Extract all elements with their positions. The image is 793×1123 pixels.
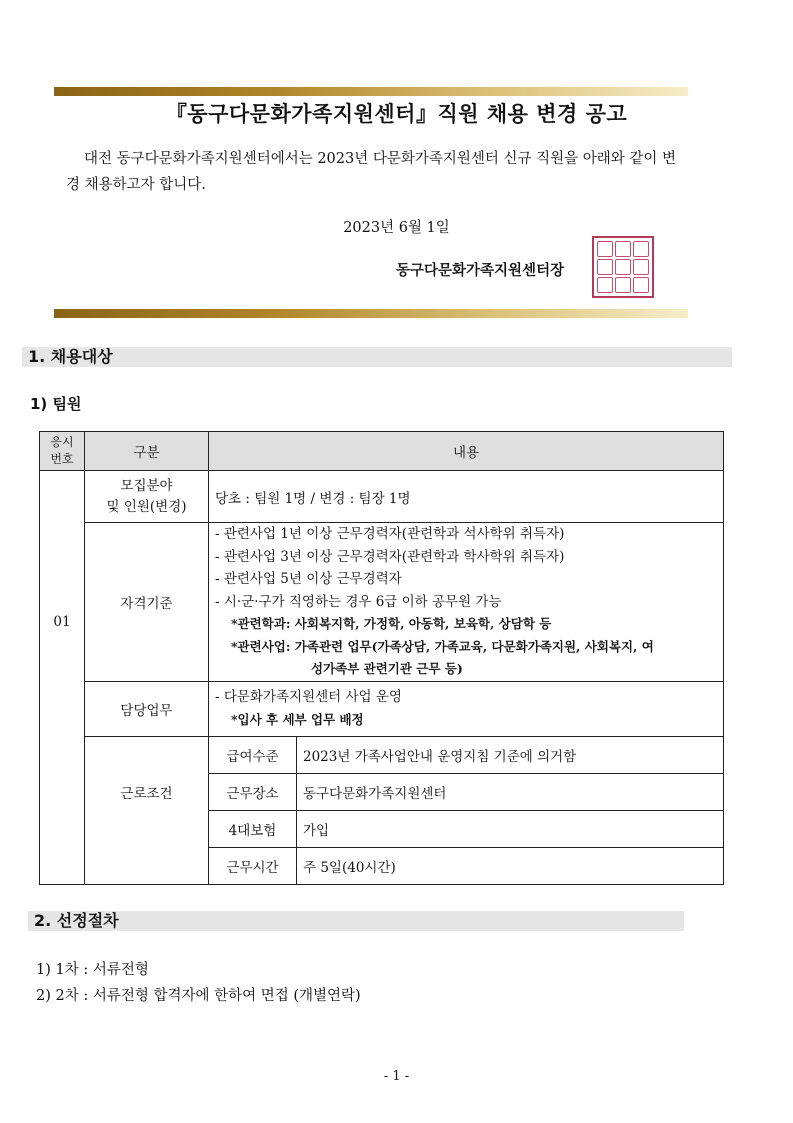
duty-content bbox=[209, 681, 724, 736]
official-seal-stamp bbox=[592, 236, 654, 298]
duty-label: 담당업무 bbox=[85, 681, 209, 736]
condition-value: 가입 bbox=[297, 810, 724, 847]
condition-value: 2023년 가족사업안내 운영지침 기준에 의거함 bbox=[297, 736, 724, 773]
conditions-label bbox=[85, 736, 209, 773]
condition-key: 급여수준 bbox=[209, 736, 297, 773]
qualification-item: - 관련사업 3년 이상 근무경력자(관련학과 학사학위 취득자) bbox=[215, 548, 565, 565]
condition-value: 동구다문화가족지원센터 bbox=[297, 773, 724, 810]
table-row-qualification bbox=[40, 523, 724, 682]
table-row-condition bbox=[40, 773, 724, 810]
duty-note: *입사 후 세부 업무 배정 bbox=[231, 711, 364, 727]
page-number: - 1 - bbox=[383, 1069, 410, 1084]
table-row-condition bbox=[40, 810, 724, 847]
qualification-note-business: *관련사업: 가족관련 업무(가족상담, 가족교육, 다문화가족지원, 사회복지, 여 bbox=[231, 638, 654, 654]
selection-steps bbox=[36, 957, 361, 1009]
qualification-note-business-cont: 성가족부 관련기관 근무 등) bbox=[311, 661, 463, 676]
qualification-note-major: *관련학과: 사회복지학, 가정학, 아동학, 보육학, 상담학 등 bbox=[231, 616, 552, 631]
condition-key: 근무장소 bbox=[209, 773, 297, 810]
condition-value: 주 5일(40시간) bbox=[297, 847, 724, 884]
field-label: 모집분야 및 인원(변경) bbox=[85, 471, 209, 523]
announcement-date: 2023년 6월 1일 bbox=[343, 220, 450, 236]
selection-step: 2) 2차 : 서류전형 합격자에 한하여 면접 (개별연락) bbox=[36, 988, 361, 1004]
applicant-number: 01 bbox=[40, 471, 85, 774]
table-header-row bbox=[40, 432, 724, 471]
org-signature: 동구다문화가족지원센터장 bbox=[396, 263, 565, 279]
section2-heading: 2. 선정절차 bbox=[28, 911, 684, 931]
table-row-condition bbox=[40, 847, 724, 884]
top-gold-bar bbox=[54, 87, 688, 96]
field-value: 당초 : 팀원 1명 / 변경 : 팀장 1명 bbox=[209, 471, 724, 523]
intro-paragraph: 대전 동구다문화가족지원센터에서는 2023년 다문화가족지원센터 신규 직원을 아래와 같이 변경 채용하고자 합니다. bbox=[66, 151, 677, 193]
table-row-condition bbox=[40, 736, 724, 773]
bottom-gold-bar bbox=[54, 309, 688, 318]
qualification-item: - 시·군·구가 직영하는 경우 6급 이하 공무원 가능 bbox=[215, 593, 502, 610]
conditions-label-text: 근로조건 bbox=[85, 773, 209, 810]
qualification-item: - 관련사업 5년 이상 근무경력자 bbox=[215, 571, 402, 587]
header-category: 구분 bbox=[85, 432, 209, 471]
conditions-table-cont bbox=[39, 773, 724, 885]
header-no: 응시 번호 bbox=[40, 432, 85, 471]
table-row-duty bbox=[40, 681, 724, 736]
selection-step: 1) 1차 : 서류전형 bbox=[36, 962, 149, 978]
qualification-label: 자격기준 bbox=[85, 523, 209, 682]
page-title: 『동구다문화가족지원센터』직원 채용 변경 공고 bbox=[165, 102, 628, 126]
condition-key: 근무시간 bbox=[209, 847, 297, 884]
table-row-field bbox=[40, 471, 724, 523]
section1-heading: 1. 채용대상 bbox=[22, 347, 732, 367]
header-content: 내용 bbox=[209, 432, 724, 471]
section1-subtitle: 1) 팀원 bbox=[30, 395, 82, 413]
qualification-item: - 관련사업 1년 이상 근무경력자(관련학과 석사학위 취득자) bbox=[215, 526, 565, 542]
recruitment-table bbox=[39, 431, 724, 774]
duty-item: - 다문화가족지원센터 사업 운영 bbox=[215, 689, 402, 705]
qualification-list bbox=[209, 523, 724, 682]
condition-key: 4대보험 bbox=[209, 810, 297, 847]
